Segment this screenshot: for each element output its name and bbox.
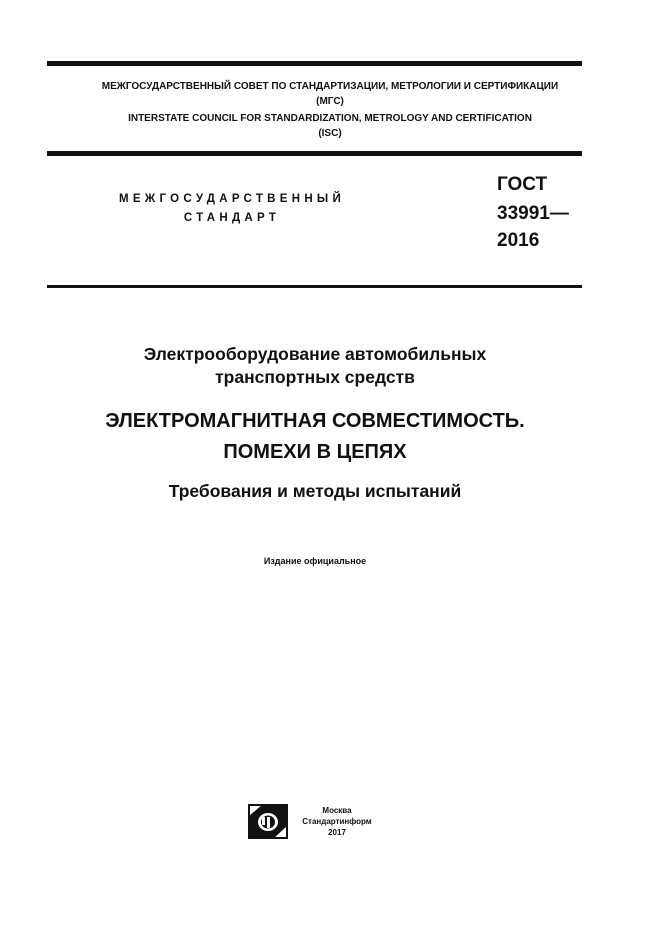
standard-label-line1: МЕЖГОСУДАРСТВЕННЫЙ: [118, 193, 346, 205]
title-subtitle: Требования и методы испытаний: [168, 481, 462, 501]
publisher-name: Стандартинформ: [302, 817, 372, 826]
edition-label: Издание официальное: [263, 556, 367, 566]
title-line2: транспортных средств: [215, 367, 415, 387]
gost-year: 2016: [497, 230, 540, 251]
council-abbr-ru: (МГС): [316, 96, 344, 107]
title-main-line1: ЭЛЕКТРОМАГНИТНАЯ СОВМЕСТИМОСТЬ.: [105, 410, 525, 432]
middle-rule: [47, 151, 582, 156]
council-name-en: INTERSTATE COUNCIL FOR STANDARDIZATION, METROLOGY AND CERTIFICATION: [128, 113, 532, 124]
council-name-ru: МЕЖГОСУДАРСТВЕННЫЙ СОВЕТ ПО СТАНДАРТИЗАЦИИ, МЕТРОЛОГИИ И СЕРТИФИКАЦИИ: [101, 81, 559, 92]
publisher-city: Москва: [322, 806, 352, 815]
top-rule: [47, 61, 582, 66]
title-line1: Электрооборудование автомобильных: [143, 344, 487, 364]
standartinform-logo-icon: [248, 804, 288, 839]
standard-label-line2: СТАНДАРТ: [183, 212, 281, 224]
gost-number: 33991—: [497, 203, 569, 224]
thin-rule: [47, 285, 582, 288]
publisher-year: 2017: [328, 828, 346, 837]
title-main-line2: ПОМЕХИ В ЦЕПЯХ: [223, 441, 407, 463]
gost-prefix: ГОСТ: [497, 174, 548, 195]
council-abbr-en: (ISC): [318, 128, 342, 139]
